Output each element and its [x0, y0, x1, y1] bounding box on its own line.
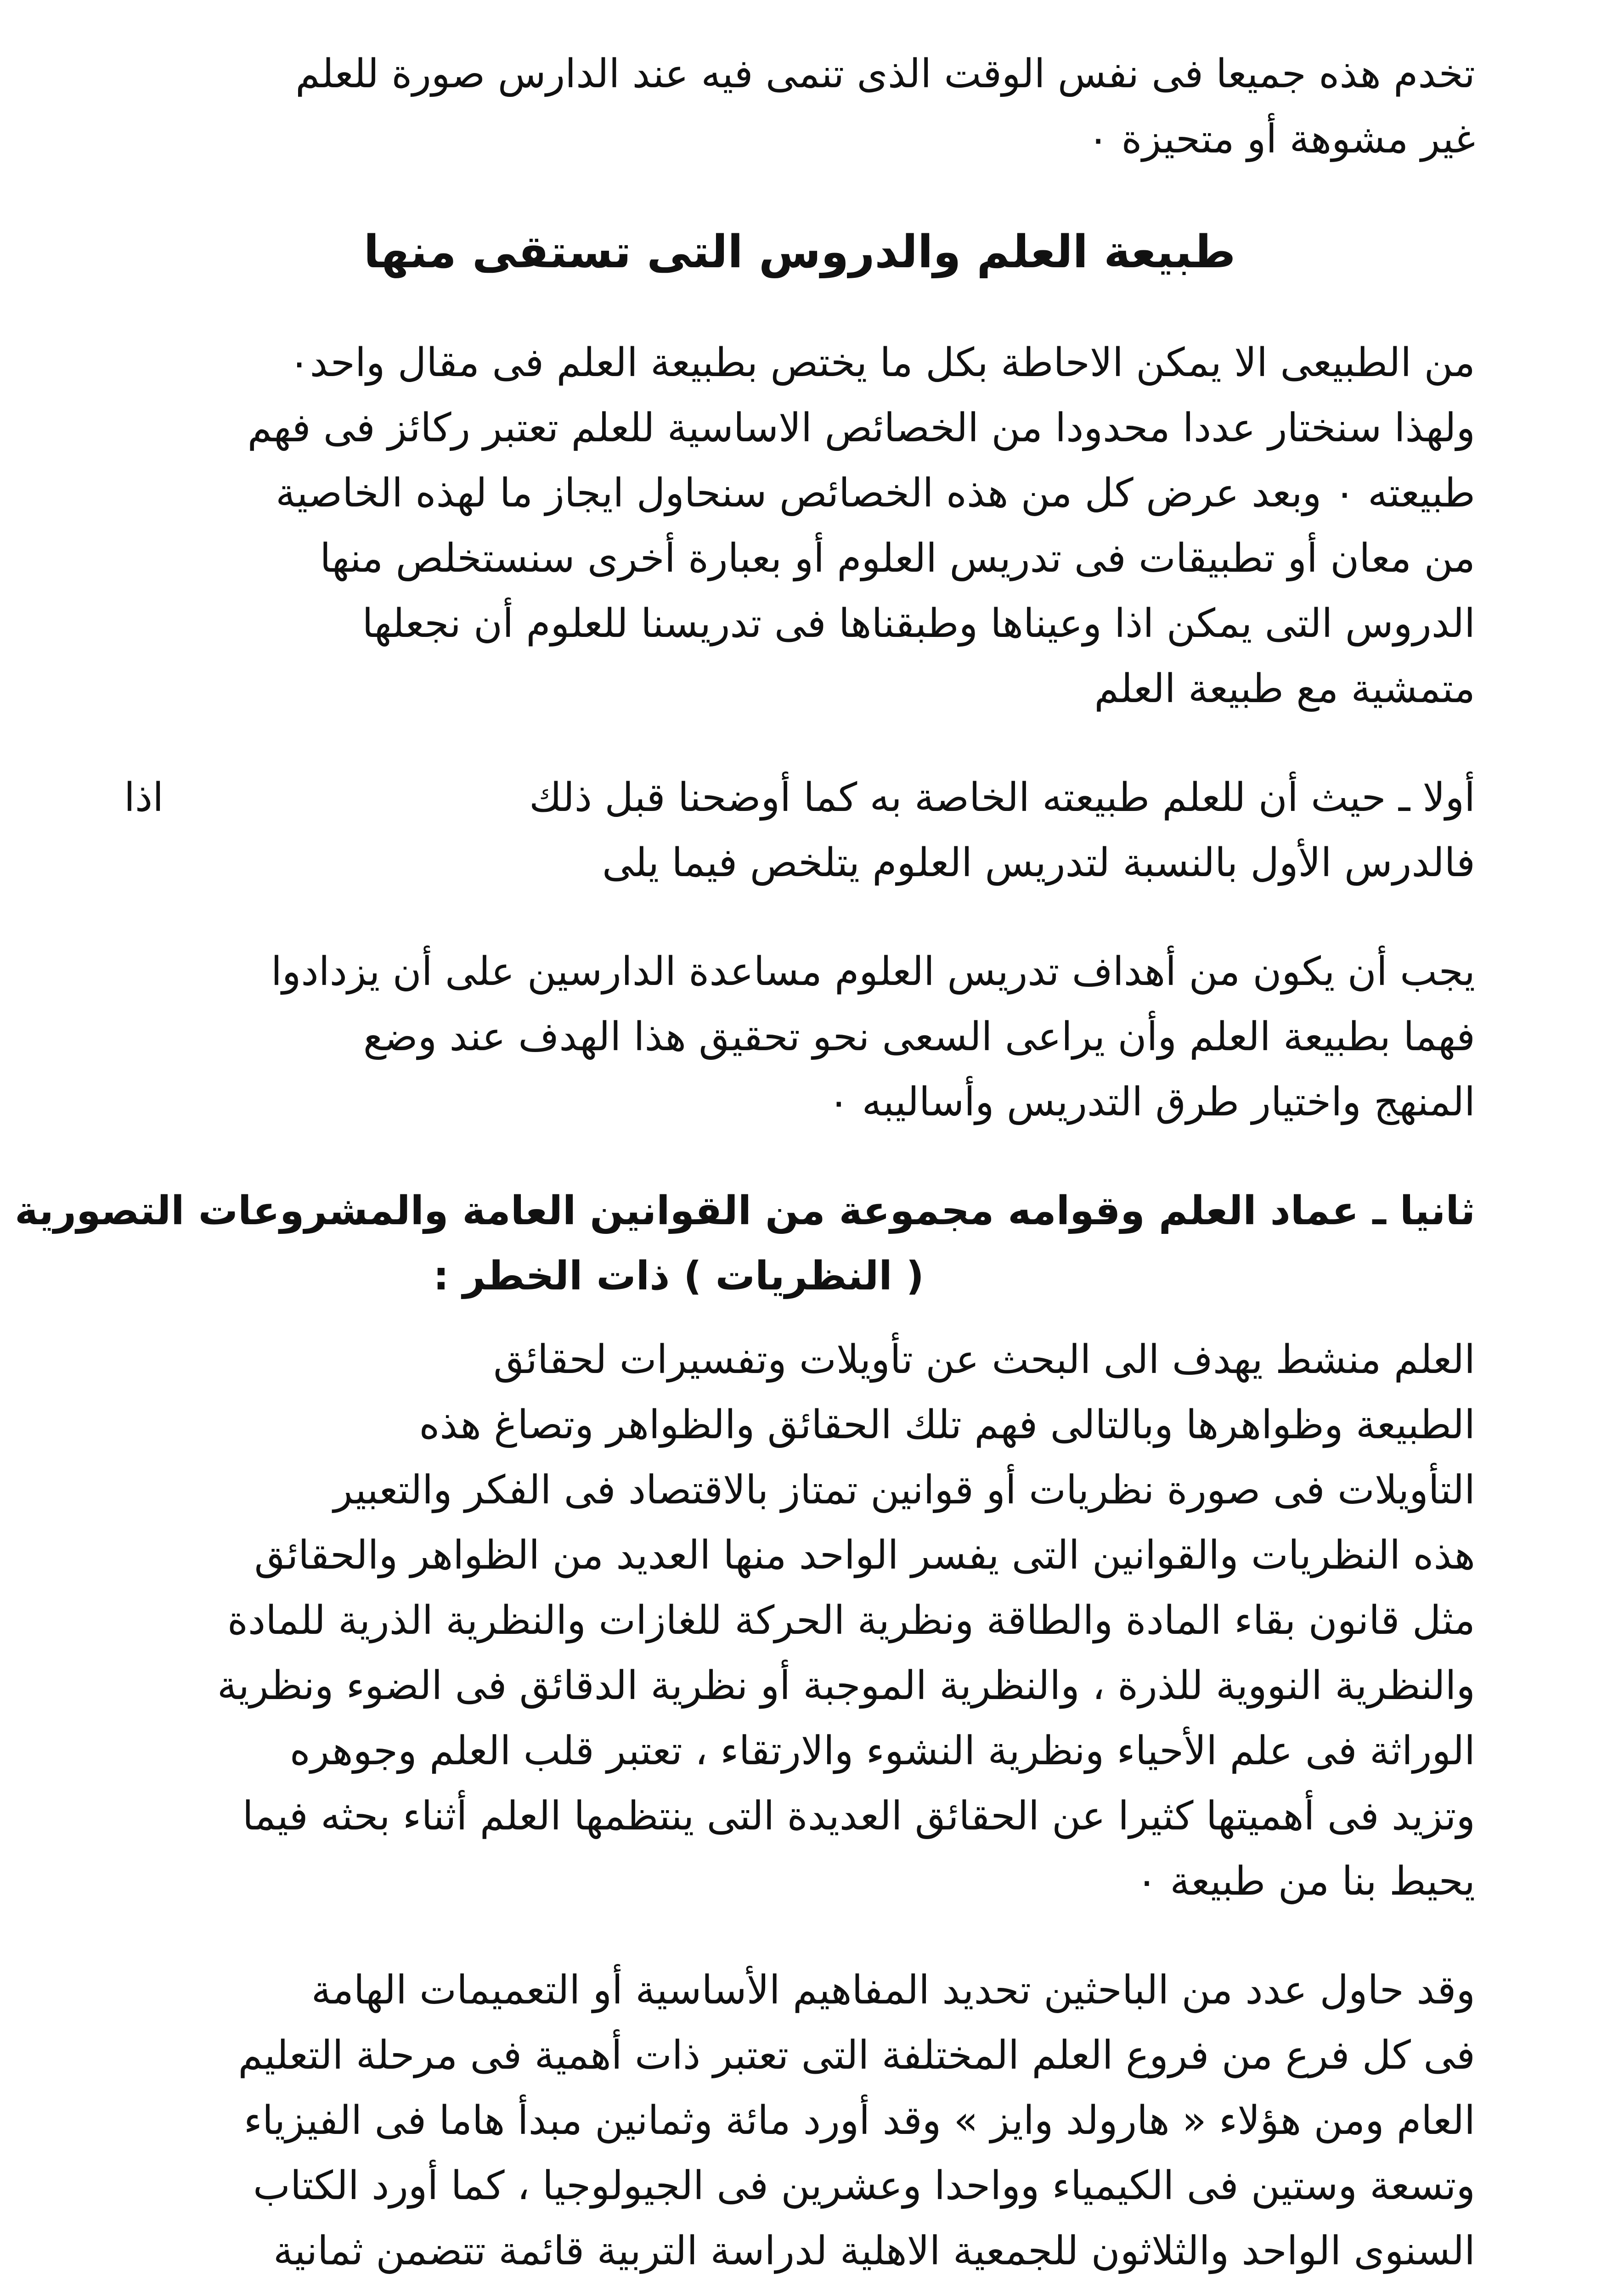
- first-point-text: أولا ـ حيث أن للعلم طبيعته الخاصة به كما أوضحنا قبل ذلك: [529, 775, 1475, 821]
- text-line: تخدم هذه جميعا فى نفس الوقت الذى تنمى فيه عند الدارس صورة للعلم: [295, 51, 1475, 97]
- text-line: من الطبيعى الا يمكن الاحاطة بكل ما يختص بطبيعة العلم فى مقال واحد٠: [288, 340, 1475, 386]
- text-line: متمشية مع طبيعة العلم: [1094, 666, 1475, 712]
- section-heading: طبيعة العلم والدروس التى تستقى منها: [363, 226, 1236, 278]
- text-line: السنوى الواحد والثلاثون للجمعية الاهلية لدراسة التربية قائمة تتضمن ثمانية: [273, 2228, 1475, 2274]
- text-line: الدروس التى يمكن اذا وعيناها وطبقناها فى تدريسنا للعلوم أن نجعلها: [362, 601, 1475, 647]
- text-line: الطبيعة وظواهرها وبالتالى فهم تلك الحقائق والظواهر وتصاغ هذه: [419, 1402, 1475, 1448]
- first-lesson-paragraph: [124, 939, 1475, 1135]
- text-line: والنظرية النووية للذرة ، والنظرية الموجبة أو نظرية الدقائق فى الضوء ونظرية: [217, 1663, 1475, 1709]
- text-line: مثل قانون بقاء المادة والطاقة ونظرية الحركة للغازات والنظرية الذرية للمادة: [227, 1598, 1475, 1643]
- text-line: وتزيد فى أهميتها كثيرا عن الحقائق العديدة التى ينتظمها العلم أثناء بحثه فيما: [242, 1793, 1475, 1839]
- last-paragraph: [124, 1958, 1475, 2284]
- text-line: ولهذا سنختار عددا محدودا من الخصائص الاساسية للعلم تعتبر ركائز فى فهم: [247, 405, 1475, 451]
- text-line: هذه النظريات والقوانين التى يفسر الواحد منها العديد من الظواهر والحقائق: [254, 1532, 1475, 1578]
- first-point: [124, 765, 1475, 895]
- text-line: وقد حاول عدد من الباحثين تحديد المفاهيم الأساسية أو التعميمات الهامة: [311, 1967, 1475, 2013]
- text-line: المنهج واختيار طرق التدريس وأساليبه ٠: [828, 1079, 1475, 1125]
- first-point-end-word: اذا: [124, 775, 164, 821]
- subheading-line: ثانيا ـ عماد العلم وقوامه مجموعة من القوانين العامة والمشروعات التصورية: [15, 1188, 1475, 1234]
- text-line: يحيط بنا من طبيعة ٠: [1136, 1858, 1475, 1904]
- text-line: العلم منشط يهدف الى البحث عن تأويلات وتفسيرات لحقائق: [493, 1337, 1475, 1383]
- text-line: فالدرس الأول بالنسبة لتدريس العلوم يتلخص فيما يلى: [602, 840, 1475, 886]
- text-line: العام ومن هؤلاء « هارولد وايز » وقد أورد مائة وثمانين مبدأ هاما فى الفيزياء: [243, 2098, 1475, 2144]
- text-line: غير مشوهة أو متحيزة ٠: [1087, 116, 1475, 162]
- text-line: يجب أن يكون من أهداف تدريس العلوم مساعدة الدارسين على أن يزدادوا: [271, 949, 1475, 995]
- text-line: فى كل فرع من فروع العلم المختلفة التى تعتبر ذات أهمية فى مرحلة التعليم: [238, 2032, 1475, 2078]
- text-line: من معان أو تطبيقات فى تدريس العلوم أو بعبارة أخرى سنستخلص منها: [320, 535, 1475, 581]
- text-line: التأويلات فى صورة نظريات أو قوانين تمتاز بالاقتصاد فى الفكر والتعبير: [333, 1467, 1475, 1513]
- text-line: طبيعته ٠ وبعد عرض كل من هذه الخصائص سنحاول ايجاز ما لهذه الخاصية: [276, 470, 1475, 516]
- text-line: فهما بطبيعة العلم وأن يراعى السعى نحو تحقيق هذا الهدف عند وضع: [363, 1014, 1475, 1060]
- text-line: الوراثة فى علم الأحياء ونظرية النشوء والارتقاء ، تعتبر قلب العلم وجوهره: [289, 1728, 1475, 1774]
- first-point-line: [124, 765, 1475, 830]
- subheading-line: ( النظريات ) ذات الخطر :: [433, 1253, 924, 1299]
- intro-paragraph: [124, 330, 1475, 721]
- top-paragraph: [124, 41, 1475, 172]
- text-line: وتسعة وستين فى الكيمياء وواحدا وعشرين فى الجيولوجيا ، كما أورد الكتاب: [253, 2163, 1475, 2209]
- second-point-heading: [15, 1178, 1475, 1309]
- second-point-body: [124, 1327, 1475, 1914]
